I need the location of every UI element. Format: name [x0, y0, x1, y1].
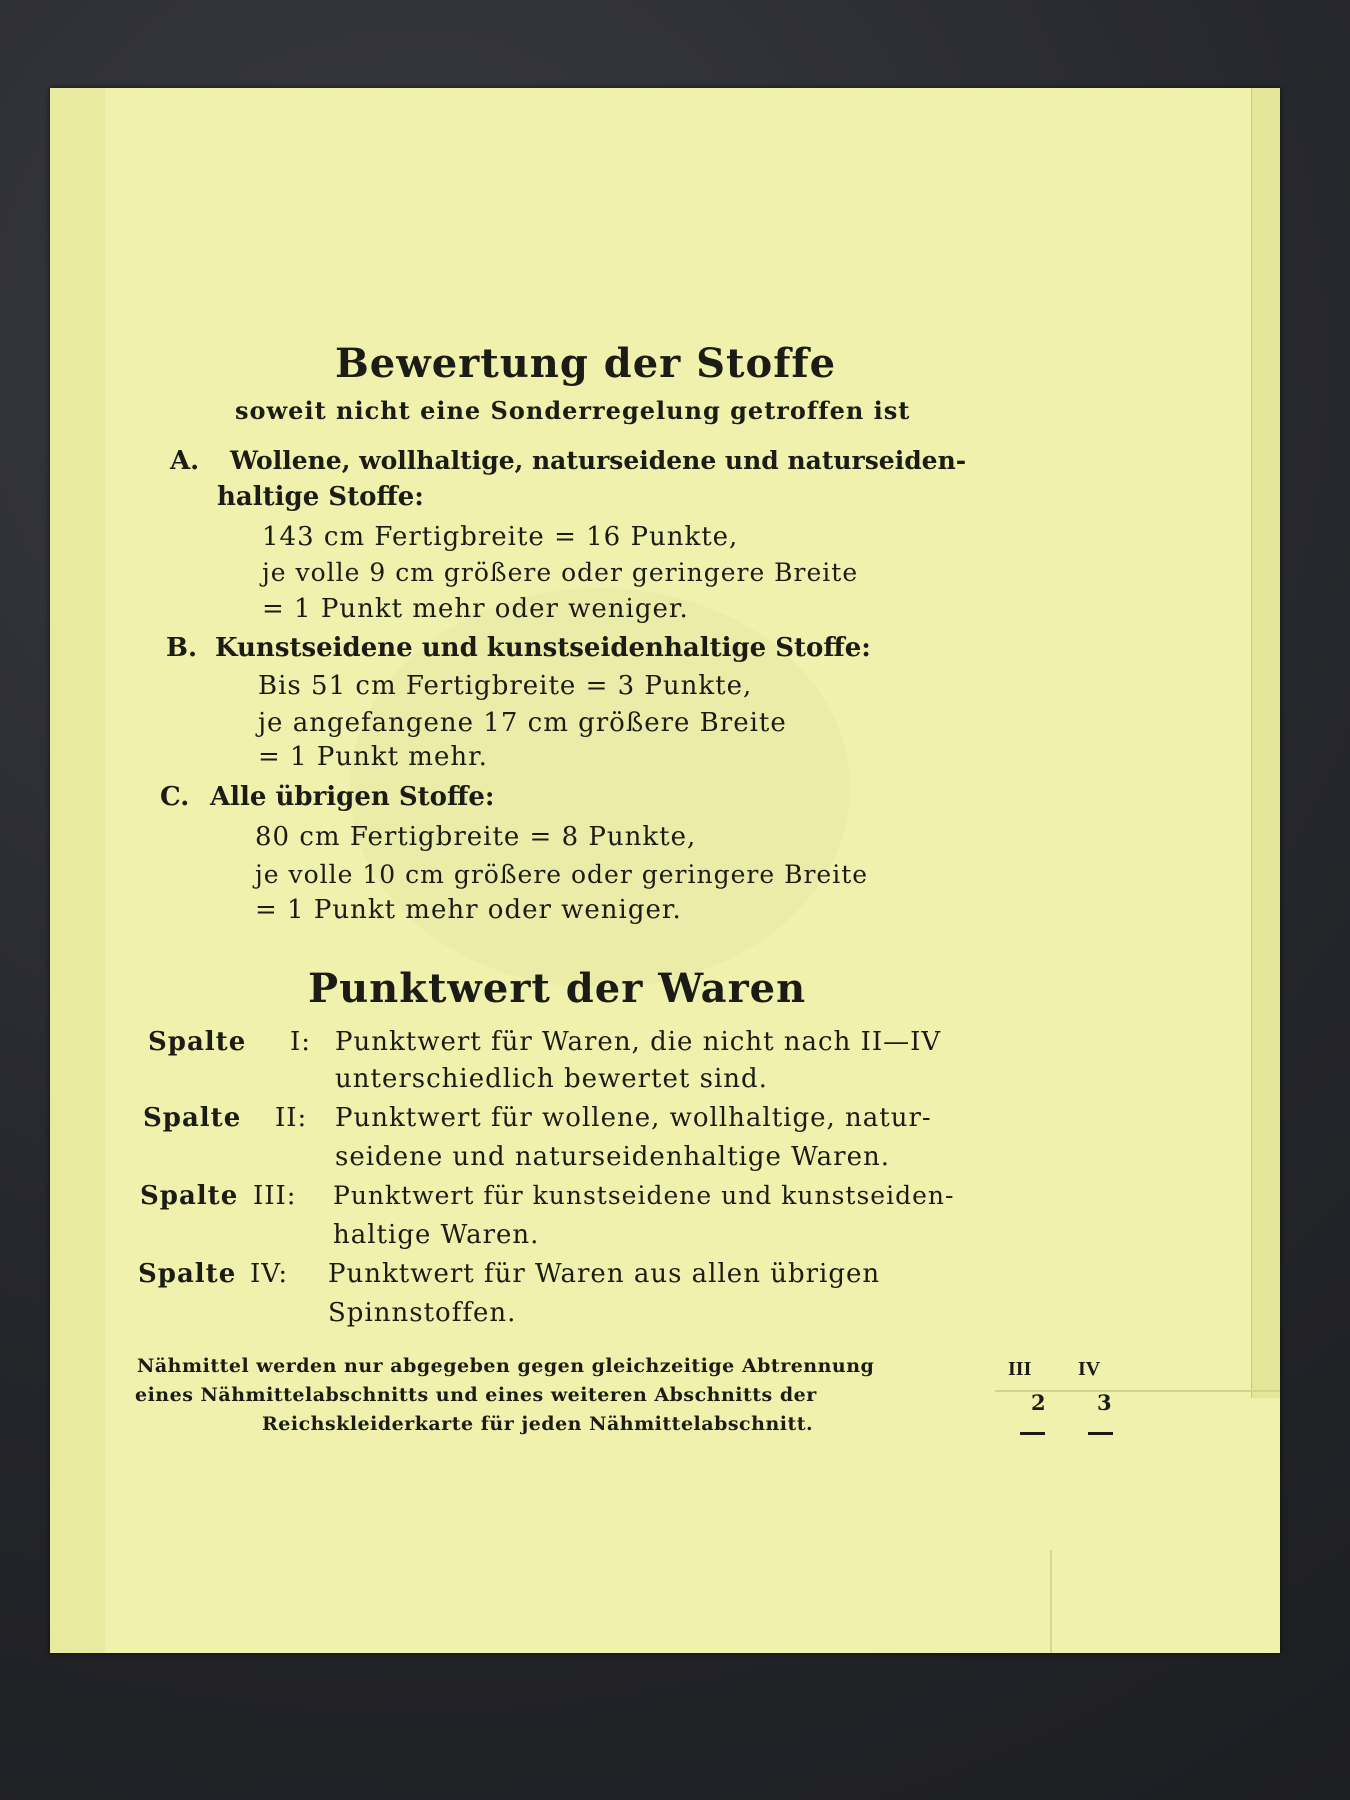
column-header-iii: III — [1008, 1358, 1032, 1380]
section-title-point-value: Punktwert der Waren — [308, 965, 807, 1012]
spalte-3-text-cont: haltige Waren. — [333, 1220, 540, 1250]
item-a-line-2: je volle 9 cm größere oder geringere Breite — [262, 558, 859, 587]
spalte-4-text: Punktwert für Waren aus allen übrigen — [328, 1259, 881, 1289]
column-value-iv: 3 — [1097, 1390, 1112, 1415]
column-dash-iii — [1020, 1432, 1045, 1435]
back-page-edge — [50, 88, 107, 1653]
spalte-2-number: II: — [275, 1103, 308, 1133]
item-b-letter: B. — [166, 633, 198, 663]
item-a-heading: Wollene, wollhaltige, naturseidene und naturseiden- — [230, 446, 967, 475]
item-c-line-3: = 1 Punkt mehr oder weniger. — [255, 895, 682, 925]
item-b-line-1: Bis 51 cm Fertigbreite = 3 Punkte, — [258, 671, 753, 701]
spalte-1-number: I: — [290, 1027, 312, 1057]
sewing-note-line-2: eines Nähmittelabschnitts und eines weiteren Abschnitts der — [135, 1384, 817, 1406]
column-header-iv: IV — [1078, 1358, 1101, 1380]
item-b-line-3: = 1 Punkt mehr. — [258, 742, 488, 772]
item-a-letter: A. — [170, 446, 200, 476]
spalte-2-label: Spalte — [143, 1103, 242, 1133]
item-a-line-1: 143 cm Fertigbreite = 16 Punkte, — [262, 522, 739, 552]
item-c-heading: Alle übrigen Stoffe: — [210, 782, 495, 812]
spalte-4-text-cont: Spinnstoffen. — [328, 1298, 517, 1328]
spalte-3-label: Spalte — [140, 1181, 239, 1211]
cut-line — [1050, 1550, 1052, 1653]
spalte-1-text: Punktwert für Waren, die nicht nach II—IV — [335, 1027, 942, 1057]
spalte-3-number: III: — [253, 1181, 297, 1211]
section-title-fabric-rating: Bewertung der Stoffe — [335, 340, 837, 387]
spalte-1-text-cont: unterschiedlich bewertet sind. — [335, 1064, 768, 1094]
spalte-4-number: IV: — [250, 1259, 289, 1289]
spalte-2-text-cont: seidene und naturseidenhaltige Waren. — [335, 1142, 890, 1172]
section-subtitle: soweit nicht eine Sonderregelung getroffen ist — [235, 396, 911, 425]
item-b-heading: Kunstseidene und kunstseidenhaltige Stoffe: — [215, 633, 871, 663]
item-a-line-3: = 1 Punkt mehr oder weniger. — [262, 594, 689, 624]
spalte-2-text: Punktwert für wollene, wollhaltige, natur- — [335, 1103, 932, 1133]
item-a-heading-cont: haltige Stoffe: — [217, 482, 424, 512]
item-c-letter: C. — [160, 782, 190, 812]
item-c-line-1: 80 cm Fertigbreite = 8 Punkte, — [255, 822, 697, 852]
page-edge-strip — [1251, 88, 1280, 1398]
spalte-3-text: Punktwert für kunstseidene und kunstseiden- — [333, 1181, 955, 1210]
column-dash-iv — [1088, 1432, 1113, 1435]
item-c-line-2: je volle 10 cm größere oder geringere Breite — [255, 860, 869, 889]
sewing-note-line-3: Reichskleiderkarte für jeden Nähmittelabschnitt. — [262, 1413, 814, 1435]
item-b-line-2: je angefangene 17 cm größere Breite — [258, 708, 787, 738]
spalte-4-label: Spalte — [138, 1259, 237, 1289]
sewing-note-line-1: Nähmittel werden nur abgegeben gegen gleichzeitige Abtrennung — [137, 1355, 875, 1377]
column-value-iii: 2 — [1031, 1390, 1046, 1415]
spalte-1-label: Spalte — [148, 1027, 247, 1057]
